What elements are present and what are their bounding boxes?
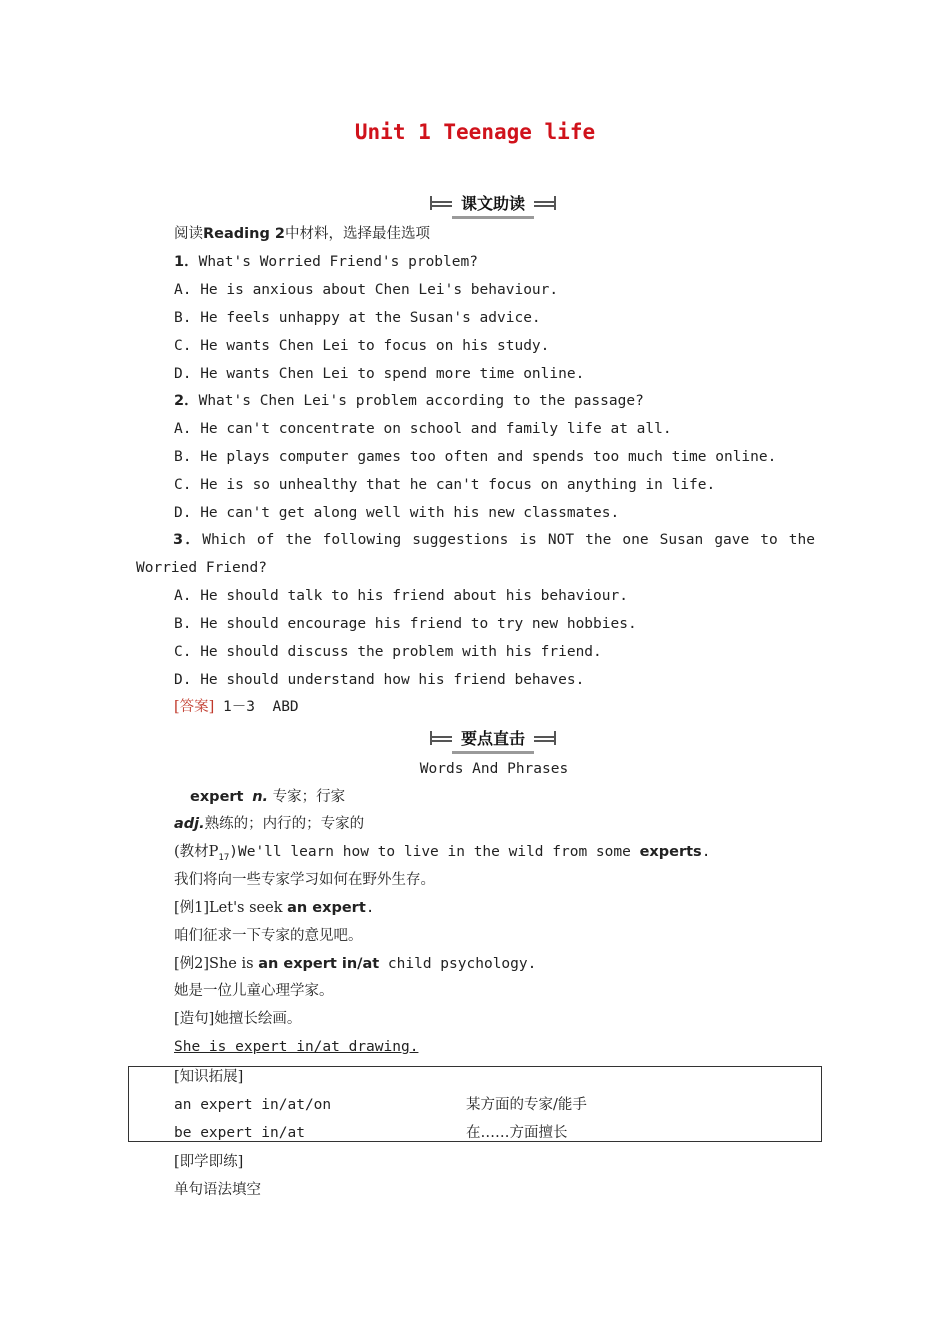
example-2-translation: 她是一位儿童心理学家。 <box>174 983 334 999</box>
q1-option-b: B. He feels unhappy at the Susan's advice. <box>174 310 541 326</box>
instruction: 阅读Reading 2中材料，选择最佳选项 <box>174 226 430 242</box>
q3-option-a: A. He should talk to his friend about his behaviour. <box>174 588 628 604</box>
expansion-row-1-en: an expert in/at/on <box>174 1097 332 1113</box>
question-3: 3．Which of the following suggestions is NOT the one Susan gave to the <box>173 532 815 548</box>
word-entry: expert n. 专家；行家 <box>190 789 346 805</box>
make-sentence-prompt: [造句]她擅长绘画。 <box>174 1011 302 1027</box>
answer-label: [答案] <box>174 699 215 715</box>
make-sentence-answer: She is expert in/at drawing. <box>174 1039 419 1055</box>
textbook-example: (教材$P_{17})We'll$ learn how to live in the wild from some experts. <box>174 844 711 863</box>
answer-value: 1－3 ABD <box>214 699 299 715</box>
q2-option-a: A. He can't concentrate on school and family life at all. <box>174 421 672 437</box>
q3-option-b: B. He should encourage his friend to try new hobbies. <box>174 616 637 632</box>
expansion-row-2-cn: 在……方面擅长 <box>466 1125 568 1141</box>
page-title: Unit 1 Teenage life <box>354 120 596 144</box>
box-border-right <box>821 1066 822 1142</box>
practice-label: [即学即练] <box>174 1154 244 1170</box>
expansion-row-2-en: be expert in/at <box>174 1125 305 1141</box>
q2-option-c: C. He is so unhealthy that he can't focus on anything in life. <box>174 477 716 493</box>
section-badge-key-points <box>430 727 556 753</box>
question-2: 2．What's Chen Lei's problem according to the passage? <box>174 393 644 409</box>
question-1: 1．What's Worried Friend's problem? <box>174 254 478 270</box>
practice-subtitle: 单句语法填空 <box>174 1182 261 1198</box>
answer-line <box>174 697 299 717</box>
example-2: [例2]She is an expert in/at child psychology. <box>174 956 537 972</box>
example-1-translation: 咱们征求一下专家的意见吧。 <box>174 928 363 944</box>
q2-option-b: B. He plays computer games too often and spends too much time online. <box>174 449 777 465</box>
section-badge-label: 要点直击 <box>452 727 534 754</box>
section-badge-reading-aid <box>430 192 556 218</box>
adj-entry: adj.熟练的；内行的；专家的 <box>174 816 365 832</box>
subtitle: Words And Phrases <box>419 761 569 777</box>
textbook-example-translation: 我们将向一些专家学习如何在野外生存。 <box>174 872 435 888</box>
example-1: [例1]Let's seek an expert. <box>174 900 375 916</box>
q1-option-a: A. He is anxious about Chen Lei's behaviour. <box>174 282 559 298</box>
q1-option-c: C. He wants Chen Lei to focus on his study. <box>174 338 550 354</box>
q1-option-d: D. He wants Chen Lei to spend more time online. <box>174 366 585 382</box>
expansion-row-1-cn: 某方面的专家/能手 <box>466 1097 587 1113</box>
headword: expert <box>190 789 244 805</box>
q2-option-d: D. He can't get along well with his new classmates. <box>174 505 620 521</box>
section-badge-label: 课文助读 <box>452 192 534 219</box>
box-border-left <box>128 1066 129 1142</box>
question-3-cont: Worried Friend? <box>136 560 267 576</box>
q3-option-d: D. He should understand how his friend behaves. <box>174 672 585 688</box>
q3-option-c: C. He should discuss the problem with his friend. <box>174 644 602 660</box>
knowledge-expansion-label: [知识拓展] <box>174 1069 244 1085</box>
